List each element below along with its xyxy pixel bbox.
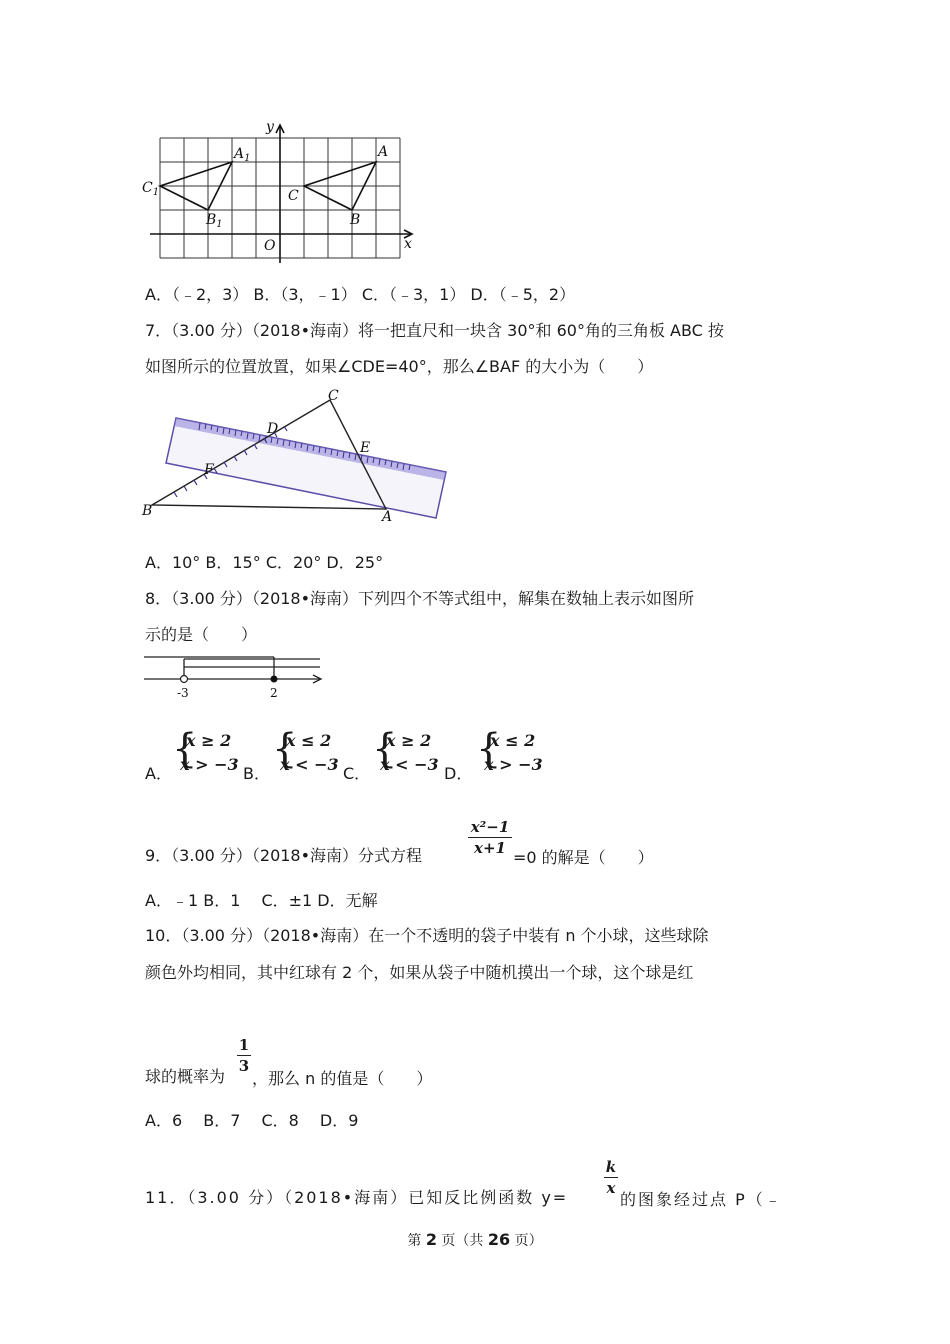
footer-text: 页）: [510, 1233, 543, 1249]
q10-text-line3-suffix: ，那么 n 的值是（ ）: [252, 1069, 433, 1088]
point-a-label: A: [382, 509, 393, 525]
q10-text-line2: 颜色外均相同，其中红球有 2 个，如果从袋子中随机摸出一个球，这个球是红: [145, 963, 694, 982]
q10-fraction: [237, 1036, 251, 1075]
q8-option-a-system: { x ≥ 2 x > −3: [172, 726, 239, 774]
q8-option-c-system: { x ≥ 2 x < −3: [372, 726, 439, 774]
q9-text-prefix: 9．（3.00 分）（2018•海南）分式方程: [145, 846, 423, 865]
point-d-label: D: [267, 421, 279, 437]
y-axis-label: y: [266, 119, 274, 135]
open-point-minus3: [181, 676, 188, 683]
system-row: x ≤ 2: [490, 731, 536, 750]
fraction-denominator: 3: [238, 1057, 250, 1075]
q8-option-c-label: C．: [343, 764, 371, 783]
point-f-label: F: [204, 462, 214, 478]
page-number: 2: [425, 1230, 437, 1249]
point-b1-label: $B_1$: [206, 212, 223, 230]
closed-point-2: [271, 676, 278, 683]
footer-text: 页（共: [436, 1233, 488, 1249]
fraction-denominator: x+1: [474, 839, 506, 857]
point-c-label: C: [328, 388, 339, 404]
point-c1-label: $C_1$: [142, 180, 160, 198]
q8-option-a-label: A．: [145, 764, 172, 783]
q8-text-line2: 示的是（ ）: [145, 625, 258, 644]
system-row: x ≥ 2: [386, 731, 432, 750]
point-b-label: B: [142, 503, 153, 519]
q8-text-line1: 8．（3.00 分）（2018•海南）下列四个不等式组中，解集在数轴上表示如图所: [145, 589, 695, 608]
fraction-numerator: k: [605, 1158, 617, 1176]
q6-options: A．（﹣2，3） B．（3，﹣1） C．（﹣3，1） D．（﹣5，2）: [145, 285, 576, 304]
fraction-numerator: 1: [238, 1036, 250, 1054]
q8-option-b-label: B．: [243, 764, 270, 783]
point-a-label: A: [378, 144, 389, 160]
q9-options: A．﹣1 B．1 C．±1 D．无解: [145, 891, 378, 910]
system-row: x < −3: [280, 755, 339, 774]
origin-label: O: [264, 238, 276, 254]
q10-text-line1: 10．（3.00 分）（2018•海南）在一个不透明的袋子中装有 n 个小球，这些球除: [145, 926, 709, 945]
q10-options: A．6 B．7 C．8 D．9: [145, 1111, 359, 1130]
q10-text-line3-prefix: 球的概率为: [145, 1067, 226, 1086]
system-row: x > −3: [484, 755, 543, 774]
system-row: x > −3: [180, 755, 239, 774]
q7-ruler-triangle-figure: [140, 388, 460, 528]
q7-options: A．10° B．15° C．20° D．25°: [145, 553, 384, 572]
page-footer: [0, 1230, 950, 1250]
q9-fraction: [468, 818, 512, 857]
tick-label-2: 2: [270, 686, 278, 700]
x-axis-label: x: [404, 236, 412, 252]
point-b-label: B: [350, 212, 361, 228]
point-c-label: C: [288, 188, 299, 204]
fraction-denominator: x: [606, 1179, 616, 1197]
q11-text-prefix: 11．（3.00 分）（2018•海南）已知反比例函数 y=: [145, 1188, 569, 1207]
q8-option-d-label: D．: [444, 764, 473, 783]
q8-option-b-system: { x ≤ 2 x < −3: [272, 726, 339, 774]
system-row: x ≥ 2: [186, 731, 232, 750]
q8-number-line: [140, 655, 340, 705]
point-a1-label: $A_1$: [234, 146, 251, 164]
system-row: x ≤ 2: [286, 731, 332, 750]
total-pages: 26: [487, 1230, 511, 1249]
q11-fraction: [604, 1158, 618, 1197]
fraction-numerator: x²−1: [470, 818, 510, 836]
q6-grid-figure: [140, 118, 430, 268]
q7-text-line2: 如图所示的位置放置，如果∠CDE=40°，那么∠BAF 的大小为（ ）: [145, 357, 654, 376]
q9-text-suffix: =0 的解是（ ）: [513, 848, 654, 867]
tick-label-minus3: -3: [177, 686, 189, 700]
point-e-label: E: [360, 440, 371, 456]
footer-text: 第: [407, 1233, 426, 1249]
q7-text-line1: 7．（3.00 分）（2018•海南）将一把直尺和一块含 30°和 60°角的三角板 ABC 按: [145, 321, 724, 340]
q8-option-d-system: { x ≤ 2 x > −3: [476, 726, 543, 774]
q11-text-suffix: 的图象经过点 P（﹣: [620, 1190, 783, 1209]
system-row: x < −3: [380, 755, 439, 774]
